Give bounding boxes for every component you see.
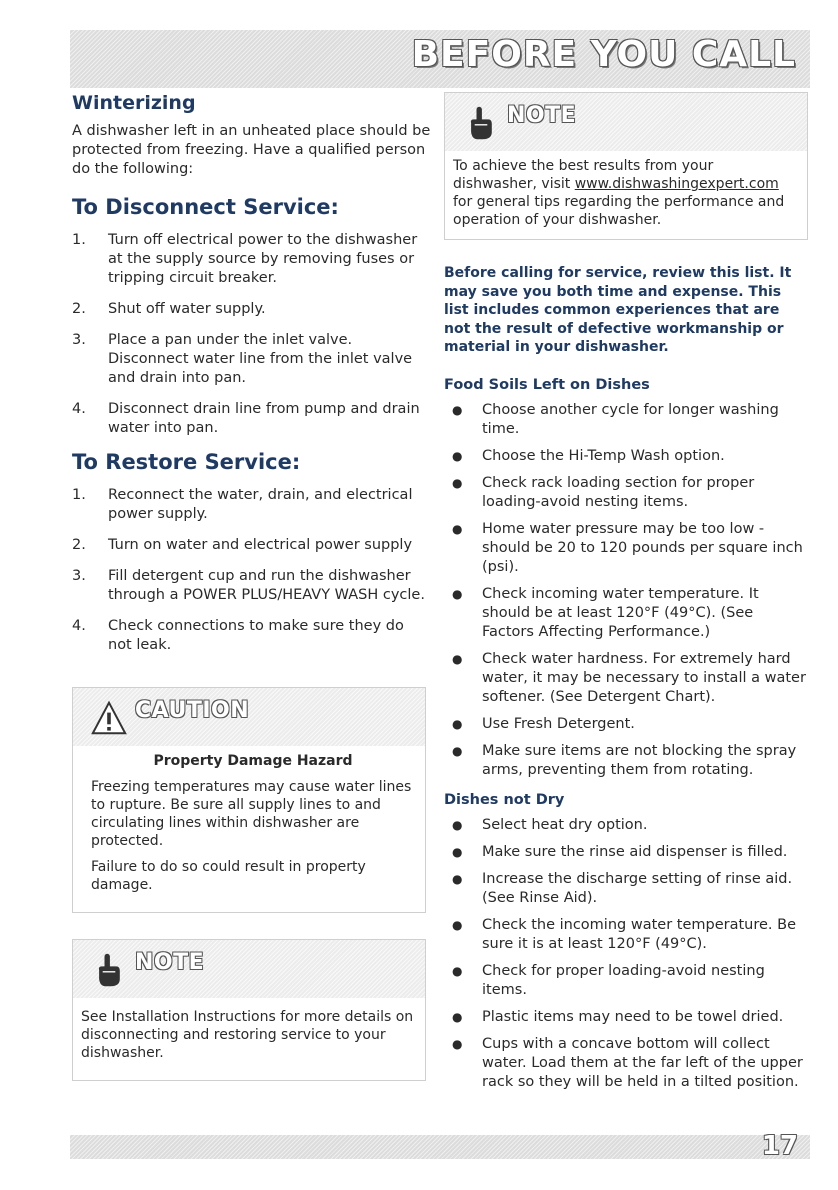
- step-text: Place a pan under the inlet valve. Disconnect water line from the inlet valve and drain into pan.: [108, 332, 413, 386]
- dishes-not-dry-heading: Dishes not Dry: [444, 791, 565, 808]
- list-item-text: Choose another cycle for longer washing time.: [482, 401, 779, 437]
- header-band: [70, 30, 810, 88]
- food-soils-heading: Food Soils Left on Dishes: [444, 376, 650, 393]
- list-item: [444, 843, 808, 862]
- bullet-icon: ●: [452, 448, 463, 463]
- list-item: [72, 331, 432, 388]
- step-text: Shut off water supply.: [108, 301, 266, 317]
- list-item: [444, 585, 808, 642]
- bullet-icon: ●: [452, 716, 463, 731]
- bullet-icon: ●: [452, 844, 463, 859]
- step-number: 2.: [72, 301, 86, 317]
- step-text: Reconnect the water, drain, and electrical power supply.: [108, 487, 413, 522]
- bullet-icon: ●: [452, 475, 463, 490]
- page-title: BEFORE YOU CALL: [411, 34, 796, 75]
- list-item: [72, 300, 432, 319]
- right-column: [444, 92, 808, 1104]
- caution-text: Freezing temperatures may cause water lines to rupture. Be sure all supply lines to and circulating lines within dishwasher are protected.: [91, 779, 412, 849]
- note-label: NOTE: [507, 103, 577, 128]
- note-body: [445, 151, 807, 239]
- list-item-text: Check water hardness. For extremely hard water, it may be necessary to install a water softener. (See Detergent Chart).: [482, 650, 806, 705]
- note-box-left: [72, 939, 426, 1081]
- note-box-right: [444, 92, 808, 240]
- note-text: [453, 157, 797, 229]
- disconnect-heading: To Disconnect Service:: [72, 195, 339, 219]
- list-item-text: Make sure the rinse aid dispenser is filled.: [482, 843, 788, 860]
- list-item: [72, 567, 432, 605]
- bullet-icon: ●: [452, 1009, 463, 1024]
- note-header: [73, 940, 425, 998]
- step-number: 4.: [72, 401, 86, 417]
- list-item: [444, 816, 808, 835]
- page-number: 17: [761, 1131, 798, 1161]
- bullet-icon: ●: [452, 651, 463, 666]
- restore-steps: [72, 486, 432, 655]
- list-item: [72, 400, 432, 438]
- list-item: [72, 536, 432, 555]
- step-text: Fill detergent cup and run the dishwasher through a POWER PLUS/HEAVY WASH cycle.: [108, 568, 425, 603]
- list-item: [72, 486, 432, 524]
- pointing-hand-icon: [91, 950, 127, 990]
- winterizing-heading: Winterizing: [72, 92, 196, 114]
- list-item: [444, 1008, 808, 1027]
- list-item: [444, 401, 808, 439]
- list-item-text: Choose the Hi-Temp Wash option.: [482, 447, 725, 464]
- note-text: See Installation Instructions for more details on disconnecting and restoring service to your dishwasher.: [81, 1009, 414, 1061]
- disconnect-steps: [72, 231, 432, 438]
- step-number: 4.: [72, 618, 86, 634]
- step-number: 1.: [72, 232, 86, 248]
- list-item: [444, 916, 808, 954]
- list-item-text: Make sure items are not blocking the spray arms, preventing them from rotating.: [482, 742, 797, 778]
- list-item-text: Check rack loading section for proper loading-avoid nesting items.: [482, 474, 755, 510]
- caution-header: [73, 688, 425, 746]
- list-item: [444, 650, 808, 707]
- restore-heading: To Restore Service:: [72, 450, 301, 474]
- list-item: [444, 742, 808, 780]
- caution-text: Failure to do so could result in property damage.: [91, 859, 366, 893]
- note-label: NOTE: [135, 950, 205, 975]
- left-column: [72, 92, 432, 1081]
- step-text: Turn on water and electrical power supply: [108, 537, 413, 553]
- list-item: [444, 447, 808, 466]
- bullet-icon: ●: [452, 743, 463, 758]
- step-number: 1.: [72, 487, 86, 503]
- list-item: [444, 962, 808, 1000]
- caution-label: CAUTION: [135, 698, 250, 723]
- food-soils-list: [444, 401, 808, 780]
- winterizing-text: A dishwasher left in an unheated place should be protected from freezing. Have a qualified person do the following:: [72, 123, 431, 177]
- warning-triangle-icon: [91, 698, 127, 738]
- list-item: [444, 1035, 808, 1092]
- list-item-text: Cups with a concave bottom will collect water. Load them at the far left of the upper rack so they will be held in a tilted position.: [482, 1035, 803, 1090]
- bullet-icon: ●: [452, 1036, 463, 1051]
- step-number: 3.: [72, 568, 86, 584]
- bullet-icon: ●: [452, 963, 463, 978]
- list-item: [72, 617, 432, 655]
- list-item-text: Select heat dry option.: [482, 816, 648, 833]
- list-item-text: Home water pressure may be too low - should be 20 to 120 pounds per square inch (psi).: [482, 520, 803, 575]
- caution-body: [73, 746, 425, 912]
- list-item-text: Plastic items may need to be towel dried.: [482, 1008, 784, 1025]
- list-item-text: Increase the discharge setting of rinse aid. (See Rinse Aid).: [482, 870, 793, 906]
- dishes-not-dry-list: [444, 816, 808, 1092]
- list-item: [444, 715, 808, 734]
- bullet-icon: ●: [452, 586, 463, 601]
- step-number: 3.: [72, 332, 86, 348]
- list-item: [444, 520, 808, 577]
- list-item-text: Check for proper loading-avoid nesting items.: [482, 962, 765, 998]
- note-header: [445, 93, 807, 151]
- caution-subtitle: Property Damage Hazard: [153, 753, 353, 769]
- note-text-part: To achieve the best results from your dishwasher, visit: [453, 158, 714, 192]
- list-item: [444, 870, 808, 908]
- list-item-text: Check the incoming water temperature. Be sure it is at least 120°F (49°C).: [482, 916, 796, 952]
- list-item-text: Check incoming water temperature. It should be at least 120°F (49°C). (See Factors Affecting Performance.): [482, 585, 759, 640]
- footer-band: [70, 1131, 810, 1161]
- list-item-text: Use Fresh Detergent.: [482, 715, 635, 732]
- bullet-icon: ●: [452, 917, 463, 932]
- note-text-part: for general tips regarding the performance and operation of your dishwasher.: [453, 194, 785, 228]
- bullet-icon: ●: [452, 402, 463, 417]
- bullet-icon: ●: [452, 521, 463, 536]
- website-link[interactable]: www.dishwashingexpert.com: [574, 176, 779, 192]
- list-item: [72, 231, 432, 288]
- step-text: Turn off electrical power to the dishwasher at the supply source by removing fuses or tripping circuit breaker.: [108, 232, 418, 286]
- step-text: Disconnect drain line from pump and drain water into pan.: [108, 401, 420, 436]
- list-item: [444, 474, 808, 512]
- note-body: [73, 998, 425, 1080]
- step-number: 2.: [72, 537, 86, 553]
- step-text: Check connections to make sure they do not leak.: [108, 618, 404, 653]
- intro-text: Before calling for service, review this list. It may save you both time and expense. This list includes common experiences that are not the result of defective workmanship or material in your dishwasher.: [444, 265, 792, 355]
- pointing-hand-icon: [463, 103, 499, 143]
- bullet-icon: ●: [452, 871, 463, 886]
- bullet-icon: ●: [452, 817, 463, 832]
- caution-box: [72, 687, 426, 913]
